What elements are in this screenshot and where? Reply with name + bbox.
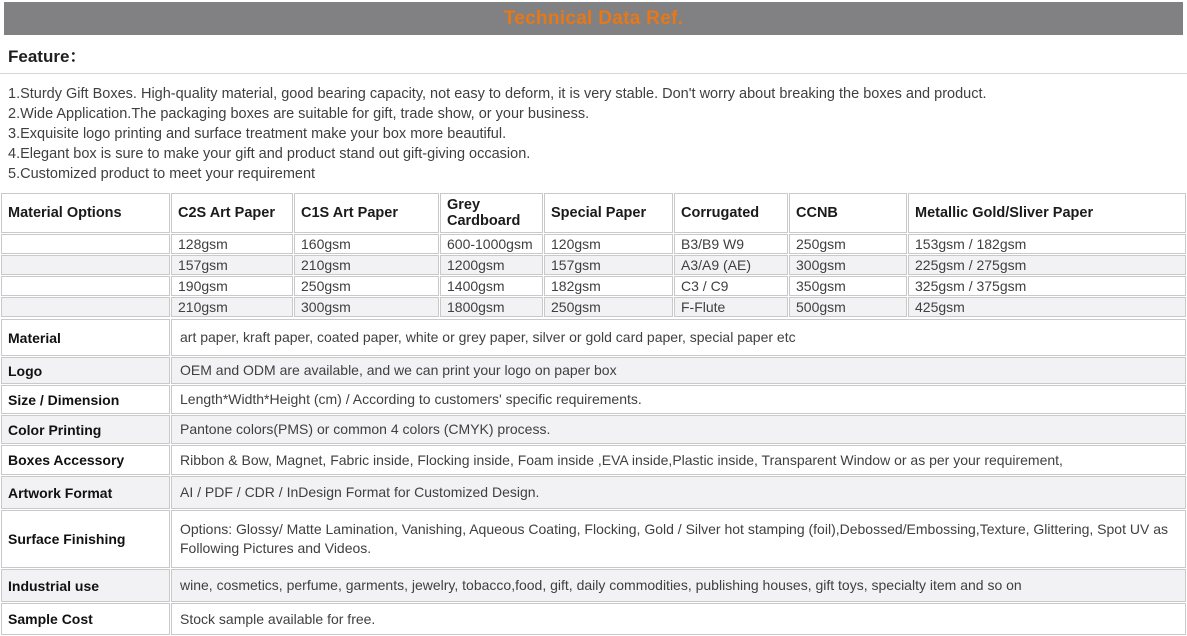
materials-cell: 182gsm xyxy=(544,276,673,296)
title-bar xyxy=(4,2,1183,35)
attribute-label: Industrial use xyxy=(1,569,170,602)
materials-cell: 300gsm xyxy=(789,255,907,275)
materials-header-row xyxy=(1,193,1186,233)
materials-cell: 157gsm xyxy=(544,255,673,275)
materials-cell xyxy=(1,234,170,254)
feature-item: 1.Sturdy Gift Boxes. High-quality material, good bearing capacity, not easy to deform, it is very stable. Don't worry about breaking the boxes and product. xyxy=(8,86,987,102)
materials-row xyxy=(1,234,1186,254)
attribute-label: Artwork Format xyxy=(1,476,170,509)
technical-data-sheet xyxy=(0,2,1187,636)
materials-cell: 325gsm / 375gsm xyxy=(908,276,1186,296)
materials-cell: 1800gsm xyxy=(440,297,543,317)
materials-column-header: Material Options xyxy=(1,193,170,233)
attribute-label: Color Printing xyxy=(1,415,170,444)
attribute-value: Options: Glossy/ Matte Lamination, Vanishing, Aqueous Coating, Flocking, Gold / Silver hot stamping (foil),Debossed/Embossing,Texture, Glittering, Spot UV as Following Pictures and Videos. xyxy=(171,510,1186,568)
attribute-row xyxy=(1,510,1186,568)
materials-cell: 350gsm xyxy=(789,276,907,296)
materials-column-header: Grey Cardboard xyxy=(440,193,543,233)
attribute-label: Surface Finishing xyxy=(1,510,170,568)
attribute-value: AI / PDF / CDR / InDesign Format for Customized Design. xyxy=(171,476,1186,509)
materials-cell: 157gsm xyxy=(171,255,293,275)
feature-heading: Feature： xyxy=(0,35,1187,74)
attribute-label: Material xyxy=(1,319,170,356)
materials-column-header: Corrugated xyxy=(674,193,788,233)
materials-column-header: Metallic Gold/Sliver Paper xyxy=(908,193,1186,233)
materials-cell: 128gsm xyxy=(171,234,293,254)
materials-cell: C3 / C9 xyxy=(674,276,788,296)
materials-cell: B3/B9 W9 xyxy=(674,234,788,254)
materials-cell: 425gsm xyxy=(908,297,1186,317)
materials-cell: 225gsm / 275gsm xyxy=(908,255,1186,275)
materials-column-header: C2S Art Paper xyxy=(171,193,293,233)
attribute-row xyxy=(1,603,1186,635)
materials-column-header: CCNB xyxy=(789,193,907,233)
materials-cell: 250gsm xyxy=(544,297,673,317)
attribute-row xyxy=(1,357,1186,384)
materials-cell: 500gsm xyxy=(789,297,907,317)
attribute-label: Boxes Accessory xyxy=(1,445,170,475)
materials-column-header: C1S Art Paper xyxy=(294,193,439,233)
attributes-table xyxy=(0,318,1187,636)
materials-cell: 1200gsm xyxy=(440,255,543,275)
attribute-row xyxy=(1,319,1186,356)
materials-cell xyxy=(1,276,170,296)
materials-cell: 153gsm / 182gsm xyxy=(908,234,1186,254)
attribute-value: OEM and ODM are available, and we can print your logo on paper box xyxy=(171,357,1186,384)
materials-cell: A3/A9 (AE) xyxy=(674,255,788,275)
materials-cell: 300gsm xyxy=(294,297,439,317)
attribute-label: Logo xyxy=(1,357,170,384)
materials-row xyxy=(1,276,1186,296)
attribute-value: wine, cosmetics, perfume, garments, jewelry, tobacco,food, gift, daily commodities, publishing houses, gift toys, specialty item and so on xyxy=(171,569,1186,602)
materials-table xyxy=(0,192,1187,318)
attribute-label: Sample Cost xyxy=(1,603,170,635)
materials-cell: 190gsm xyxy=(171,276,293,296)
materials-cell: 1400gsm xyxy=(440,276,543,296)
materials-cell: F-Flute xyxy=(674,297,788,317)
materials-cell: 210gsm xyxy=(294,255,439,275)
materials-row xyxy=(1,297,1186,317)
materials-cell: 210gsm xyxy=(171,297,293,317)
materials-cell: 600-1000gsm xyxy=(440,234,543,254)
feature-item: 2.Wide Application.The packaging boxes are suitable for gift, trade show, or your business. xyxy=(8,106,590,122)
attribute-row xyxy=(1,385,1186,414)
attribute-row xyxy=(1,445,1186,475)
feature-item: 4.Elegant box is sure to make your gift and product stand out gift-giving occasion. xyxy=(8,146,531,162)
attribute-value: Ribbon & Bow, Magnet, Fabric inside, Flocking inside, Foam inside ,EVA inside,Plastic inside, Transparent Window or as per your requirement, xyxy=(171,445,1186,475)
attribute-value: Pantone colors(PMS) or common 4 colors (CMYK) process. xyxy=(171,415,1186,444)
materials-cell: 250gsm xyxy=(789,234,907,254)
materials-cell: 120gsm xyxy=(544,234,673,254)
attribute-value: art paper, kraft paper, coated paper, white or grey paper, silver or gold card paper, special paper etc xyxy=(171,319,1186,356)
materials-column-header: Special Paper xyxy=(544,193,673,233)
attribute-row xyxy=(1,569,1186,602)
feature-item: 5.Customized product to meet your requirement xyxy=(8,166,316,182)
attribute-row xyxy=(1,415,1186,444)
attribute-label: Size / Dimension xyxy=(1,385,170,414)
page-title: Technical Data Ref. xyxy=(503,8,684,29)
materials-cell xyxy=(1,255,170,275)
feature-list xyxy=(0,74,1187,189)
materials-row xyxy=(1,255,1186,275)
attribute-row xyxy=(1,476,1186,509)
attribute-value: Length*Width*Height (cm) / According to customers' specific requirements. xyxy=(171,385,1186,414)
materials-cell: 250gsm xyxy=(294,276,439,296)
feature-item: 3.Exquisite logo printing and surface treatment make your box more beautiful. xyxy=(8,126,507,142)
materials-cell xyxy=(1,297,170,317)
attribute-value: Stock sample available for free. xyxy=(171,603,1186,635)
materials-cell: 160gsm xyxy=(294,234,439,254)
